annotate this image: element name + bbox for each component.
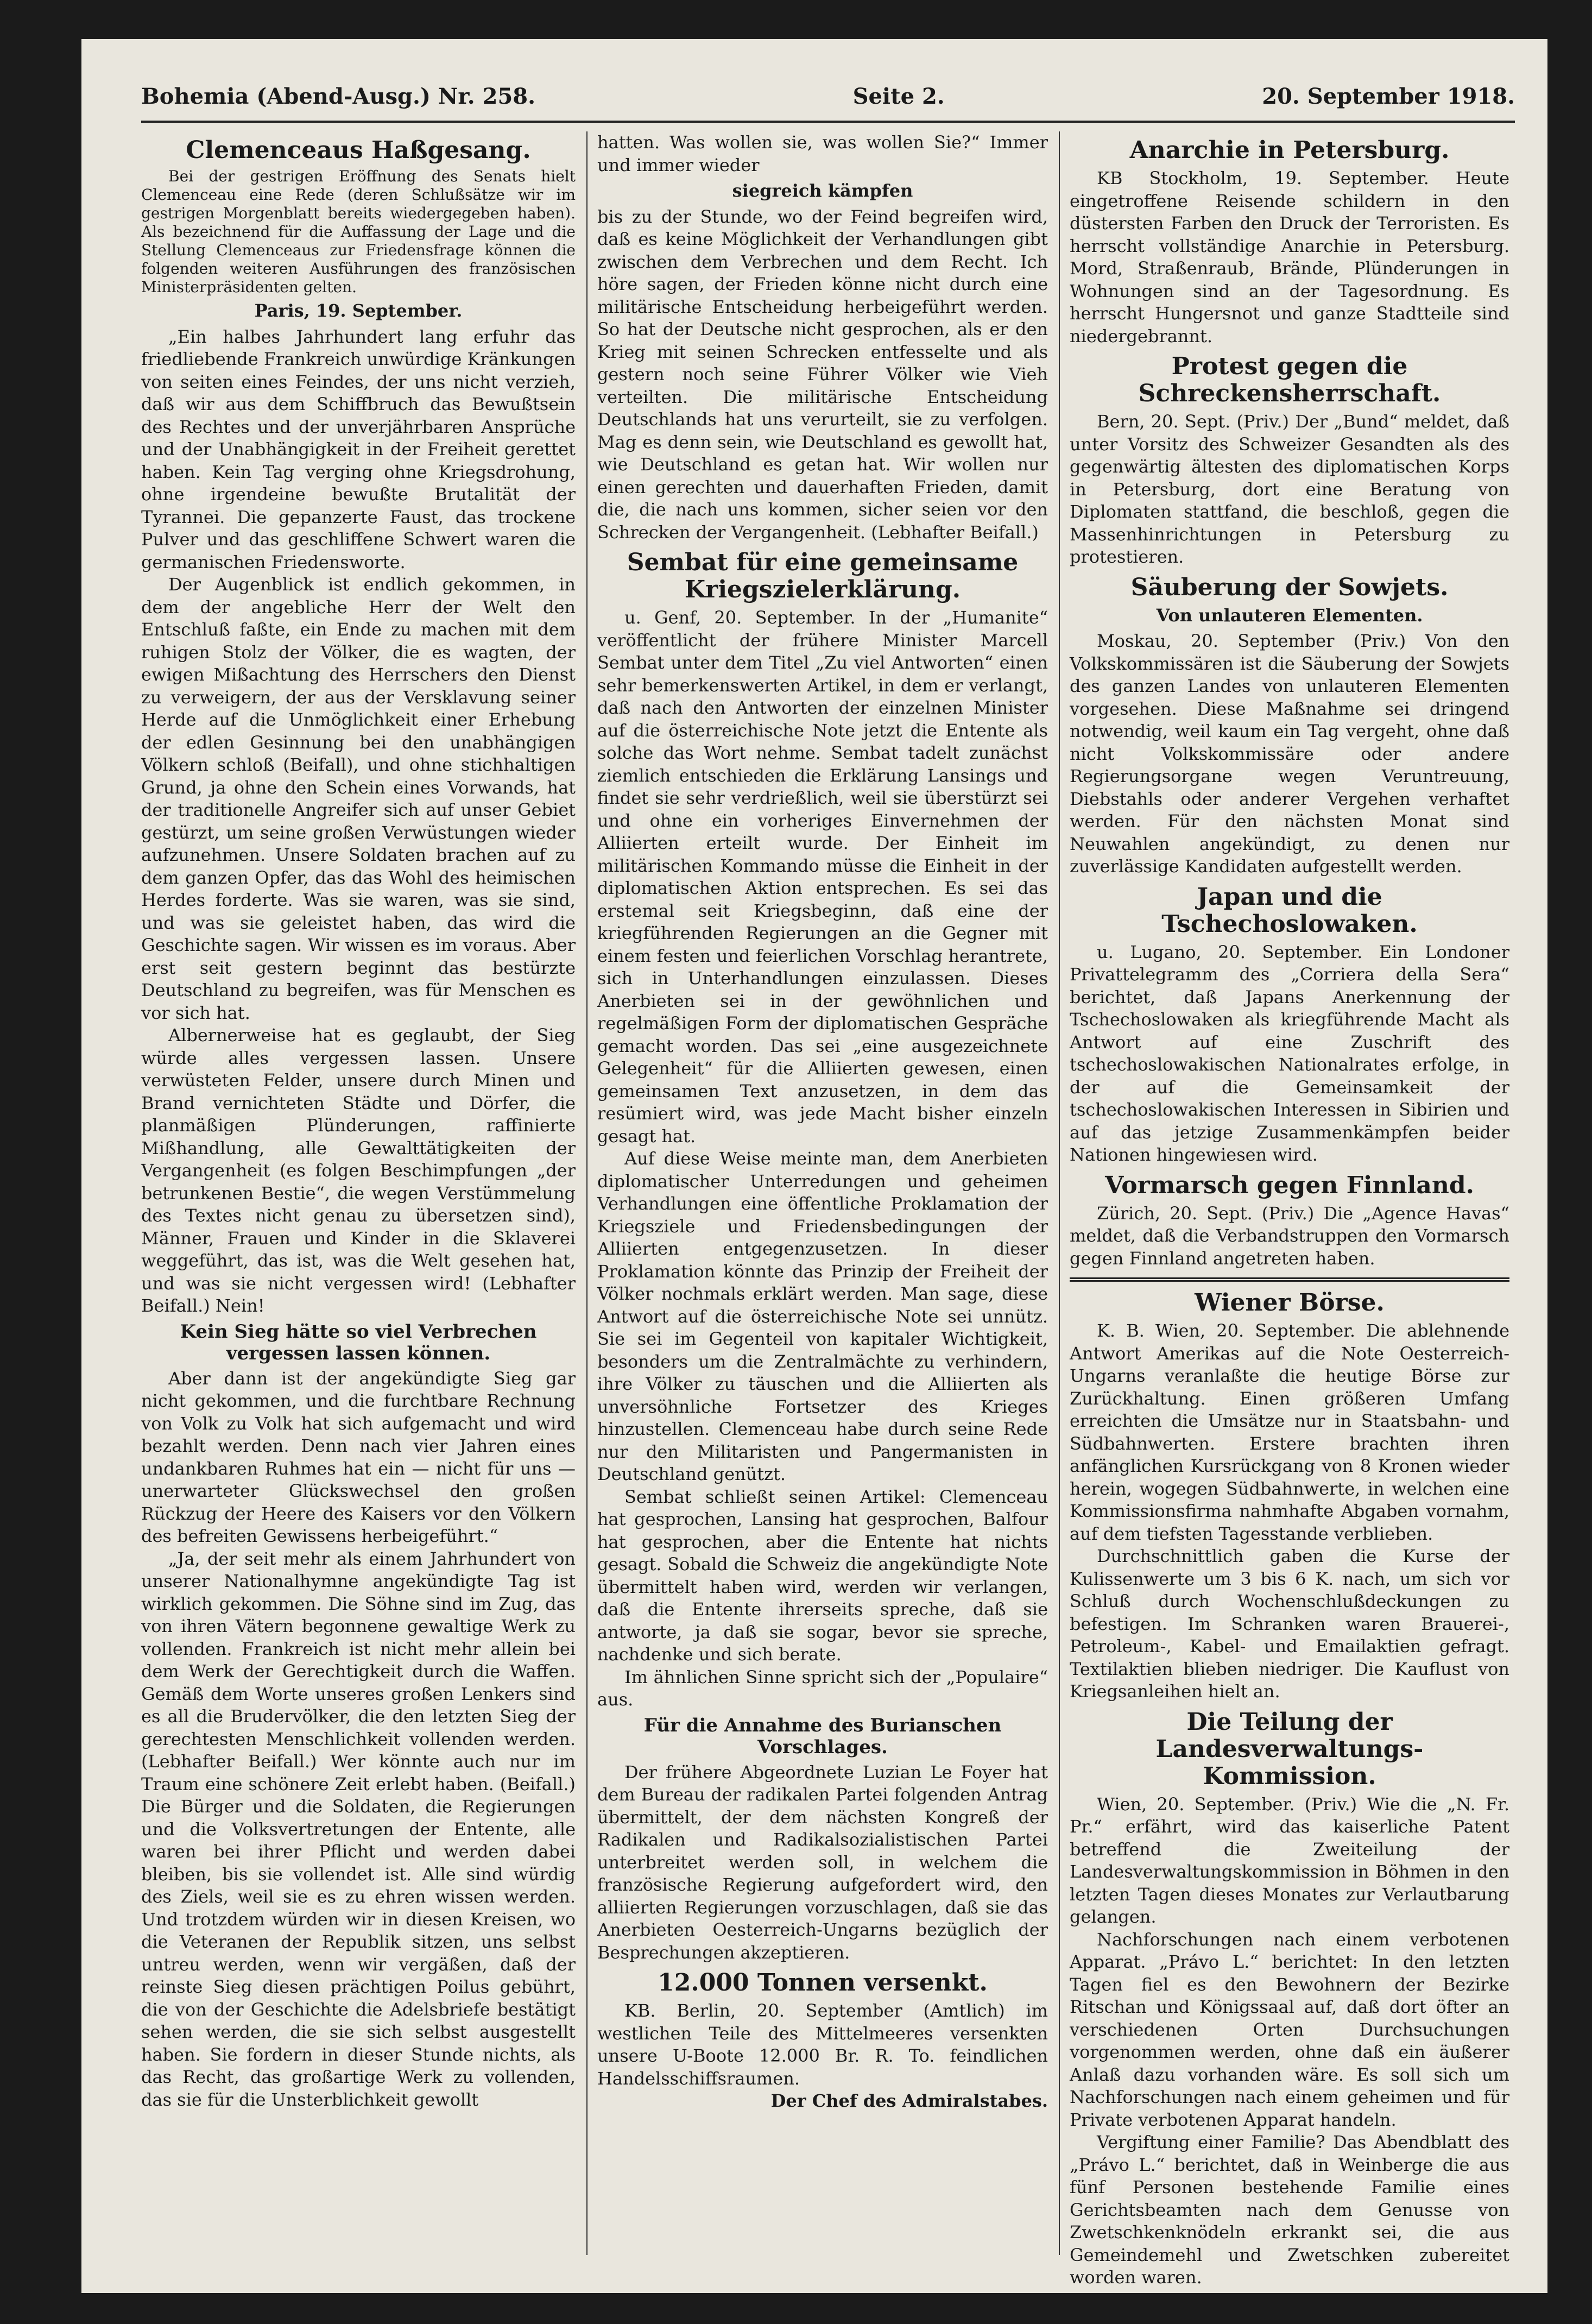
article-title-protest: Protest gegen die Schreckensherrschaft. (1138, 352, 1441, 407)
paragraph: KB Stockholm, 19. September. Heute eingetroffene Reisende schildern in den düstersten Farben den Druck der Terroristen. Es herrscht vollständige Anarchie in Petersburg. Mord, Straßenraub, Brände, Plünderungen in Wohnungen sind an der Tagesordnung. Es herrscht Hungersnot und ganze Stadtteile sind niedergebrannt. (1070, 168, 1509, 347)
paragraph: Moskau, 20. September (Priv.) Von den Volkskommissären ist die Säuberung der Sowjets des ganzen Landes von unlauteren Elementen vorgesehen. Diese Maßnahme sei dringend notwendig, weil kaum ein Tag vergeht, ohne daß nicht Volkskommissäre oder andere Regierungsorgane wegen Veruntreuung, Diebstahls oder anderer Vergehen verhaftet werden. Für den nächsten Monat sind Neuwahlen angekündigt, zu denen nur zuverlässige Kandidaten aufgestellt werden. (1070, 631, 1509, 877)
paragraph: u. Genf, 20. September. In der „Humanite“ veröffentlicht der frühere Minister Marcell Sembat unter dem Titel „Zu viel Antworten“ einen sehr bemerkenswerten Artikel, in dem er verlangt, daß nach den Antworten der einzelnen Minister auf die österreichische Note jetzt die Entente als solche das Wort nehme. Sembat tadelt zunächst ziemlich entschieden die Erklärung Lansings und findet sie sehr verdrießlich, weil sie überstürzt sei und ohne ein vorheriges Einvernehmen der Alliierten erteilt wurde. Der Einheit im militärischen Kommando müsse die Einheit in der diplomatischen Aktion entsprechen. Es sei das erstemal seit Kriegsbeginn, daß eine der kriegführenden Regierungen an die Gegner mit einem festen und feierlichen Vorschlag herantrete, sich in Unterhandlungen einzulassen. Dieses Anerbieten sei in der gewöhnlichen und regelmäßigen Form der diplomatischen Gespräche gemacht worden. Das sei „eine ausgezeichnete Gelegenheit“ für die Alliierten gewesen, einen gemeinsamen Text anzusetzen, in dem das resümiert wird, was jede Macht bisher einzeln gesagt hat. (597, 607, 1048, 1147)
page-number: Seite 2. (852, 83, 945, 109)
dateline-paris: Paris, 19. September. (254, 300, 463, 321)
article-title-sowjets: Säuberung der Sowjets. (1130, 573, 1449, 601)
paragraph: Vergiftung einer Familie? Das Abendblatt des „Právo L.“ berichtet, daß in Weinberge die aus fünf Personen bestehende Familie eines Gerichtsbeamten nach dem Genusse von Zwetschkenknödeln erkrankt sei, die aus Gemeindemehl und Zwetschken zubereitet worden waren. (1070, 2132, 1509, 2288)
paragraph: Sembat schließt seinen Artikel: Clemenceau hat gesprochen, Lansing hat gesprochen, Balfour hat gesprochen, aber die Entente hat nichts gesagt. Sobald die Schweiz die angekündigte Note übermittelt haben wird, werden wir verlangen, daß die Entente ihrerseits spreche, daß sie antworte, ja daß sie sogar, bevor sie spreche, nachdenke und sich berate. (597, 1486, 1048, 1665)
paragraph: Im ähnlichen Sinne spricht sich der „Populaire“ aus. (597, 1666, 1048, 1710)
paragraph: hatten. Was wollen sie, was wollen Sie?“ Immer und immer wieder (597, 132, 1048, 175)
masthead-issue: Bohemia (Abend-Ausg.) Nr. 258. (141, 83, 536, 109)
header-rule (141, 121, 1515, 123)
column-3 (1070, 131, 1509, 2288)
column-divider-2 (1059, 131, 1060, 2255)
paragraph: Auf diese Weise meinte man, dem Anerbieten diplomatischer Unterredungen und geheimen Verhandlungen eine öffentliche Proklamation der Kriegsziele und Friedensbedingungen der Alliierten entgegenzusetzen. In dieser Proklamation könnte das Prinzip der Freiheit der Völker nochmals erklärt werden. Man sage, diese Antwort auf die österreichische Note sei unnütz. Sie sei im Gegenteil von kapitaler Wichtigkeit, besonders um die Zentralmächte zu verhindern, ihre Völker zu täuschen und die Alliierten als unversöhnliche Fortsetzer des Krieges hinzustellen. Clemenceau habe durch seine Rede nur den Militaristen und Pangermanisten in Deutschland genützt. (597, 1148, 1048, 1484)
paragraph: „Ein halbes Jahrhundert lang erfuhr das friedliebende Frankreich unwürdige Kränkungen von seiten eines Feindes, der uns nicht verzieh, daß wir aus dem Schiffbruch das Bewußtsein des Rechtes und der unverjährbaren Ansprüche und der Unabhängigkeit in der Freiheit gerettet haben. Kein Tag verging ohne Kriegsdrohung, ohne irgendeine bewußte Brutalität der Tyrannei. Die gepanzerte Faust, das trockene Pulver und das geschliffene Schwert waren die germanischen Friedensworte. (141, 326, 576, 572)
signature: Der Chef des Admiralstabes. (770, 2090, 1048, 2111)
article-title-landesverwaltung: Die Teilung der Landesverwaltungs-Kommission. (1155, 1708, 1424, 1790)
article-title-anarchie: Anarchie in Petersburg. (1129, 136, 1450, 164)
paragraph: K. B. Wien, 20. September. Die ablehnende Antwort Amerikas auf die Note Oesterreich-Ungarns veranlaßte die heutige Börse zur Zurückhaltung. Einen größeren Umfang erreichten die Umsätze nur in Staatsbahn- und Südbahnwerten. Erstere brachten ihren anfänglichen Kursrückgang von 8 Kronen wieder herein, wogegen Südbahnwerte, in welchen eine Kommissionsfirma nahmhafte Abgaben vornahm, auf dem tiefsten Tagesstande verblieben. (1070, 1320, 1509, 1544)
subheading: Von unlauteren Elementen. (1156, 604, 1423, 626)
article-title-burian: Für die Annahme des Burianschen Vorschlages. (643, 1714, 1002, 1758)
paragraph: Der Augenblick ist endlich gekommen, in dem der angebliche Herr der Welt den Entschluß faßte, ein Ende zu machen mit dem ruhigen Stolz der Völker, die es wagten, der ewigen Mißachtung des Herrschers den Dienst zu verweigern, der aus der Versklavung seiner Herde auf die Unmöglichkeit einer Erhebung der edlen Gesinnung bei den unabhängigen Völkern schloß (Beifall), und ohne stichhaltigen Grund, ja ohne den Schein eines Vorwands, hat der traditionelle Angreifer sich auf unser Gebiet gestürzt, um seine großen Verwüstungen wieder aufzunehmen. Unsere Soldaten brachen auf zu dem ganzen Opfer, das das Wohl des heimischen Herdes forderte. Was sie waren, was sie sind, und was sie geleistet haben, das wird die Geschichte sagen. Wir wissen es im voraus. Aber erst seit gestern beginnt das bestürzte Deutschland zu begreifen, was für Menschen es vor sich hat. (141, 574, 576, 1023)
column-1 (141, 131, 576, 2266)
page-header (141, 77, 1515, 115)
paragraph: Durchschnittlich gaben die Kurse der Kulissenwerte um 3 bis 6 K. nach, um sich vor Schluß durch Wochenschlußdeckungen zu befestigen. Im Schranken waren Brauerei-, Petroleum-, Kabel- und Emailaktien gefragt. Textilaktien blieben niedriger. Die Kauflust von Kriegsanleihen hielt an. (1070, 1546, 1509, 1702)
paragraph: bis zu der Stunde, wo der Feind begreifen wird, daß es keine Möglichkeit der Verhandlungen gibt zwischen dem Verbrechen und dem Recht. Ich höre sagen, der Frieden könne nicht durch eine militärische Entscheidung herbeigeführt werden. So hat der Deutsche nicht gesprochen, als er den Krieg mit seinen Schrecken entfesselte und als gestern noch seine Führer Völker wie Vieh verteilten. Die militärische Entscheidung Deutschlands hat uns verurteilt, sie zu verfolgen. Mag es denn sein, wie Deutschland es gewollt hat, wie Deutschland es getan hat. Wir wollen nur einen gerechten und dauerhaften Frieden, damit die, die nach uns kommen, sicher seien vor den Schrecken der Vergangenheit. (Lebhafter Beifall.) (597, 206, 1048, 543)
section-rule (1070, 1277, 1509, 1282)
paragraph: Aber dann ist der angekündigte Sieg gar nicht gekommen, und die furchtbare Rechnung von Volk zu Volk hat sich aufgemacht und wird bezahlt werden. Denn nach vier Jahren eines undankbaren Ruhmes hat ein — nicht für uns — unerwarteter Glückswechsel den großen Rückzug der Heere des Kaisers vor den Völkern des befreiten Gewissens herbeigeführt.“ (141, 1368, 576, 1546)
article-title-sembat: Sembat für eine gemeinsame Kriegszielerklärung. (627, 549, 1019, 603)
column-divider-1 (586, 131, 587, 2255)
article-title-finnland: Vormarsch gegen Finnland. (1105, 1171, 1474, 1199)
article-title-japan: Japan und die Tschechoslowaken. (1161, 883, 1418, 938)
paragraph: Nachforschungen nach einem verbotenen Apparat. „Právo L.“ berichtet: In den letzten Tagen fiel es den Bewohnern der Bezirke Ritschan und Königssaal auf, daß dort öfter an verschiedenen Orten Durchsuchungen vorgenommen werden, ohne daß ein äußerer Anlaß dazu vorhanden wäre. Es soll sich um Nachforschungen nach einem geheimen und für Private verbotenen Apparat handeln. (1070, 1929, 1509, 2130)
paragraph: Bern, 20. Sept. (Priv.) Der „Bund“ meldet, daß unter Vorsitz des Schweizer Gesandten als des gegenwärtig ältesten des diplomatischen Korps in Petersburg, dort eine Beratung von Diplomaten stattfand, die beschloß, gegen die Massenhinrichtungen in Petersburg zu protestieren. (1070, 411, 1509, 567)
subheading: Kein Sieg hätte so viel Verbrechen vergessen lassen können. (180, 1320, 537, 1364)
article-title-clemenceau: Clemenceaus Haßgesang. (186, 136, 531, 164)
emphasis-line: siegreich kämpfen (732, 180, 913, 201)
column-2 (597, 131, 1048, 2266)
paragraph: „Ja, der seit mehr als einem Jahrhundert von unserer Nationalhymne angekündigte Tag ist wirklich gekommen. Die Söhne sind im Zug, das von ihren Vätern begonnene gewaltige Werk zu vollenden. Frankreich ist nicht mehr allein bei dem Werk der Gerechtigkeit durch die Waffen. Gemäß dem Worte unseres großen Lenkers sind es all die Brudervölker, die den letzten Sieg der gerechtesten Menschlichkeit vollenden werden. (Lebhafter Beifall.) Wer könnte auch nur im Traum eine schönere Zeit erlebt haben. (Beifall.) Die Bürger und die Soldaten, die Regierungen und die Volksvertretungen der Entente, alle waren bei ihrer Pflicht und werden dabei bleiben, bis sie vollendet ist. Alle sind würdig des Ziels, weil sie es zu ehren wissen werden. Und trotzdem würden wir in diesen Kreisen, wo die Veteranen der Republik sitzen, uns selbst untreu werden, wenn wir vergäßen, daß der reinste Sieg diesen prächtigen Poilus gebührt, die von der Geschichte die Adelsbriefe bestätigt sehen werden, die sie sich selbst ausgestellt haben. Sie fordern in dieser Stunde nichts, als das Recht, das großartige Werk zu vollenden, das sie für die Unsterblichkeit gewollt (141, 1548, 576, 2110)
article-intro: Bei der gestrigen Eröffnung des Senats hielt Clemenceau eine Rede (deren Schlußsätze wir im gestrigen Morgenblatt bereits wiedergegeben haben). Als bezeichnend für die Auffassung der Lage und die Stellung Clemenceaus zur Friedensfrage können die folgenden weiteren Ausführungen des französischen Ministerpräsidenten gelten. (141, 167, 576, 296)
paragraph: KB. Berlin, 20. September (Amtlich) im westlichen Teile des Mittelmeeres versenkten unsere U-Boote 12.000 Br. R. To. feindlichen Handelsschiffsraumen. (597, 2000, 1048, 2089)
paragraph: u. Lugano, 20. September. Ein Londoner Privattelegramm des „Corriera della Sera“ berichtet, daß Japans Anerkennung der Tschechoslowaken als kriegführende Macht als Antwort auf eine Zuschrift des tschechoslowakischen Nationalrates erfolge, in der auf die Gemeinsamkeit der tschechoslowakischen Interessen in Sibirien und auf das jetzige Zusammenkämpfen beider Nationen hingewiesen wird. (1070, 941, 1509, 1165)
paragraph: Der frühere Abgeordnete Luzian Le Foyer hat dem Bureau der radikalen Partei folgenden Antrag übermittelt, der dem nächsten Kongreß der Radikalen und Radikalsozialistischen Partei unterbreitet werden soll, in welchem die französische Regierung aufgefordert wird, den alliierten Regierungen vorzuschlagen, daß sie das Anerbieten Oesterreich-Ungarns bezüglich der Besprechungen akzeptieren. (597, 1761, 1048, 1963)
article-title-tonnen: 12.000 Tonnen versenkt. (658, 1969, 988, 1997)
newspaper-page (81, 39, 1547, 2293)
paragraph: Albernerweise hat es geglaubt, der Sieg würde alles vergessen lassen. Unsere verwüsteten Felder, unsere durch Minen und Brand vernichteten Städte und Dörfer, die planmäßigen Plünderungen, raffinierte Mißhandlung, alle Gewalttätigkeiten der Vergangenheit (es folgen Beschimpfungen „der betrunkenen Bestie“, die wegen Verstümmelung des Textes nicht genau zu übersetzen sind), Männer, Frauen und Kinder in die Sklaverei weggeführt, das ist, was die Welt gesehen hat, und was sie nicht vergessen wird! (Lebhafter Beifall.) Nein! (141, 1025, 576, 1316)
paragraph: Wien, 20. September. (Priv.) Wie die „N. Fr. Pr.“ erfährt, wird das kaiserliche Patent betreffend die Zweiteilung der Landesverwaltungskommission in Böhmen in den letzten Tagen dieses Monates zur Verlautbarung gelangen. (1070, 1793, 1509, 1927)
paragraph: Zürich, 20. Sept. (Priv.) Die „Agence Havas“ meldet, daß die Verbandstruppen den Vormarsch gegen Finnland angetreten haben. (1070, 1202, 1509, 1269)
issue-date: 20. September 1918. (1262, 83, 1515, 109)
article-title-boerse: Wiener Börse. (1195, 1289, 1385, 1317)
